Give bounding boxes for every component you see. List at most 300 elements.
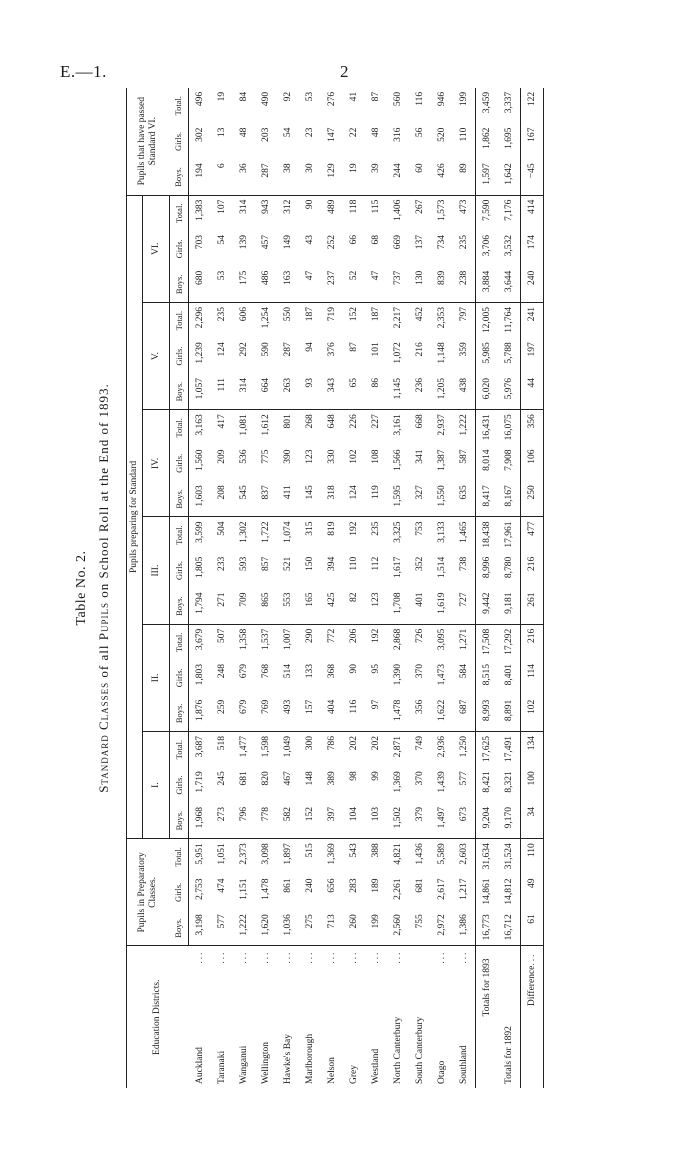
value-cell: 147	[327, 127, 337, 142]
district-name-cell	[453, 946, 476, 1088]
value-cell: 404	[321, 696, 343, 732]
value-cell: 734	[437, 234, 447, 250]
value-cell: 1,477	[239, 735, 249, 758]
value-cell: 1,566	[393, 449, 403, 471]
value-cell: 1,622	[431, 696, 453, 732]
value-cell: 738	[459, 556, 469, 571]
value-cell: 796	[233, 803, 255, 839]
value-cell: 368	[327, 663, 337, 679]
value-cell: 6,020	[476, 374, 499, 410]
header-education-districts: Education Districts.	[127, 946, 189, 1088]
value-cell: 248	[217, 663, 227, 679]
value-cell: 100	[521, 767, 544, 803]
value-cell: 44	[521, 374, 544, 410]
value-cell: 236	[409, 374, 431, 410]
value-cell: 4,821	[393, 843, 403, 865]
value-cell: 376	[327, 342, 337, 357]
value-cell: 275	[299, 910, 321, 946]
value-cell: 235	[371, 521, 381, 536]
leader-dots: ...	[349, 950, 359, 964]
value-cell: 352	[415, 556, 425, 571]
value-cell: 414	[521, 195, 544, 231]
value-cell: 584	[459, 663, 469, 679]
leader-dots: ...	[459, 950, 469, 964]
value-cell: 110	[349, 556, 359, 571]
value-cell: 1,049	[283, 735, 293, 758]
value-cell: 3,687	[195, 735, 205, 758]
value-cell: 8,891	[498, 696, 521, 732]
value-cell: 543	[349, 843, 359, 858]
value-cell: 775	[261, 449, 271, 464]
value-cell: 1,620	[255, 910, 277, 946]
value-cell: 31,524	[504, 843, 514, 870]
district-name: Totals for 1893	[482, 958, 492, 1017]
value-cell: 8,014	[476, 445, 499, 481]
value-cell: 2,871	[393, 735, 403, 758]
district-name-cell	[409, 946, 431, 1088]
value-cell: 101	[371, 342, 381, 357]
value-cell: 89	[453, 159, 476, 195]
value-cell: 110	[459, 127, 469, 142]
value-cell: 330	[327, 449, 337, 464]
value-cell: 103	[365, 803, 387, 839]
value-cell: 379	[409, 803, 431, 839]
value-cell: 507	[217, 628, 227, 643]
value-cell: 452	[415, 306, 425, 322]
value-cell: 3,459	[476, 88, 499, 124]
value-cell: 656	[327, 878, 337, 893]
value-cell: 553	[277, 588, 299, 624]
subheader-boys: Boys.	[170, 481, 189, 517]
value-cell: 839	[431, 267, 453, 303]
value-cell: 16,773	[476, 910, 499, 946]
subheader-total: Total.	[170, 517, 189, 553]
value-cell: 2,972	[431, 910, 453, 946]
value-cell: 30	[299, 159, 321, 195]
value-cell: 857	[261, 556, 271, 571]
value-cell: 681	[239, 771, 249, 786]
value-cell: 1,514	[437, 556, 447, 579]
subheader-row	[170, 88, 189, 1088]
value-cell: 679	[233, 696, 255, 732]
value-cell: 1,473	[437, 663, 447, 686]
value-cell: 300	[305, 735, 315, 751]
value-cell: 252	[327, 234, 337, 250]
value-cell: 216	[415, 342, 425, 357]
value-cell: 216	[521, 624, 544, 660]
subheader-girls: Girls.	[170, 875, 189, 911]
value-cell: 1,502	[387, 803, 409, 839]
totals-row	[476, 88, 499, 1088]
value-cell: 53	[211, 267, 233, 303]
subheader-boys: Boys.	[170, 374, 189, 410]
value-cell: 1,369	[393, 771, 403, 793]
value-cell: 749	[415, 735, 425, 751]
value-cell: 90	[305, 199, 315, 210]
value-cell: 129	[321, 159, 343, 195]
value-cell: 139	[239, 234, 249, 250]
value-cell: 93	[299, 374, 321, 410]
value-cell: 474	[217, 878, 227, 893]
leader-dots: ...	[393, 950, 403, 964]
subtitle-standard-classes: Standard Classes	[96, 681, 111, 793]
subheader-girls: Girls.	[170, 445, 189, 481]
district-name: North Canterbury	[393, 1016, 403, 1084]
subtitle-pupils: Pupils	[96, 602, 111, 641]
district-name-cell	[521, 946, 544, 1088]
district-name-cell	[255, 946, 277, 1088]
value-cell: 719	[327, 306, 337, 322]
value-cell: 148	[305, 771, 315, 786]
value-cell: 150	[305, 556, 315, 571]
leader-dots: ...	[283, 950, 293, 964]
value-cell: 1,862	[476, 124, 499, 160]
value-cell: 273	[211, 803, 233, 839]
value-cell: 192	[371, 628, 381, 643]
value-cell: 1,358	[239, 628, 249, 651]
value-cell: 648	[327, 414, 337, 429]
value-cell: 133	[305, 663, 315, 679]
value-cell: 1,145	[387, 374, 409, 410]
subheader-boys: Boys.	[170, 696, 189, 732]
subheader-girls: Girls.	[170, 660, 189, 696]
value-cell: 3,532	[504, 234, 514, 257]
subheader-boys: Boys.	[170, 588, 189, 624]
value-cell: 118	[349, 199, 359, 214]
value-cell: 174	[521, 231, 544, 267]
value-cell: 235	[217, 306, 227, 322]
value-cell: 417	[217, 414, 227, 429]
district-name-cell	[365, 946, 387, 1088]
value-cell: 1,968	[189, 803, 212, 839]
value-cell: 206	[349, 628, 359, 643]
value-cell: 23	[305, 127, 315, 138]
value-cell: 8,401	[504, 663, 514, 686]
value-cell: 1,074	[283, 521, 293, 543]
value-cell: 95	[371, 663, 381, 674]
subheader-total: Total.	[170, 88, 189, 124]
value-cell: 518	[217, 735, 227, 751]
value-cell: 3,133	[437, 521, 447, 543]
value-cell: 2,753	[195, 878, 205, 900]
header-standard-v: V.	[143, 302, 170, 409]
value-cell: 8,993	[476, 696, 499, 732]
value-cell: 737	[387, 267, 409, 303]
subheader-total: Total.	[170, 731, 189, 767]
value-cell: 1,051	[217, 843, 227, 865]
value-cell: 515	[305, 843, 315, 858]
value-cell: 8,996	[476, 553, 499, 589]
value-cell: 1,072	[393, 342, 403, 364]
value-cell: 1,148	[437, 342, 447, 364]
value-cell: 314	[239, 199, 249, 214]
value-cell: 13	[217, 127, 227, 138]
value-cell: 122	[521, 88, 544, 124]
value-cell: 19	[217, 91, 227, 102]
value-cell: 202	[371, 735, 381, 751]
value-cell: 390	[283, 449, 293, 464]
value-cell: 426	[431, 159, 453, 195]
value-cell: 318	[321, 481, 343, 517]
value-cell: 1,595	[387, 481, 409, 517]
value-cell: 14,861	[476, 875, 499, 911]
value-cell: 819	[327, 521, 337, 536]
value-cell: 5,985	[476, 338, 499, 374]
value-cell: 84	[239, 91, 249, 102]
leader-dots: ...	[371, 950, 381, 964]
value-cell: 343	[321, 374, 343, 410]
value-cell: 92	[283, 91, 293, 102]
value-cell: 39	[365, 159, 387, 195]
value-cell: 1,222	[459, 414, 469, 436]
value-cell: 124	[217, 342, 227, 357]
value-cell: 673	[453, 803, 476, 839]
value-cell: 2,296	[195, 306, 205, 329]
value-cell: 2,603	[459, 843, 469, 865]
value-cell: 12,005	[476, 302, 499, 338]
value-cell: 7,590	[476, 195, 499, 231]
value-cell: 3,679	[195, 628, 205, 651]
value-cell: 681	[415, 878, 425, 893]
value-cell: 606	[239, 306, 249, 322]
district-name: Marlborough	[305, 1033, 315, 1084]
value-cell: 202	[349, 735, 359, 751]
value-cell: 536	[239, 449, 249, 464]
district-name: Westland	[371, 1048, 381, 1084]
district-name-cell	[233, 946, 255, 1088]
value-cell: 1,573	[437, 199, 447, 221]
district-name-cell	[299, 946, 321, 1088]
table-row	[277, 88, 299, 1088]
value-cell: 87	[349, 342, 359, 352]
value-cell: 152	[349, 306, 359, 322]
value-cell: 208	[211, 481, 233, 517]
value-cell: 1,386	[453, 910, 476, 946]
leader-dots: ...	[327, 950, 337, 964]
header-standard-vi: VI.	[143, 195, 170, 302]
value-cell: 315	[305, 521, 315, 536]
subtitle-rest: on School Roll at the End of 1893.	[96, 383, 111, 603]
page-number: 2	[340, 62, 349, 81]
value-cell: 52	[343, 267, 365, 303]
value-cell: 1,695	[504, 127, 514, 149]
value-cell: 820	[261, 771, 271, 786]
value-cell: 86	[365, 374, 387, 410]
value-cell: 713	[321, 910, 343, 946]
value-cell: 292	[239, 342, 249, 357]
value-cell: 41	[349, 91, 359, 102]
value-cell: 99	[371, 771, 381, 781]
header-standard-ii: II.	[143, 624, 170, 731]
value-cell: 6	[211, 159, 233, 195]
value-cell: 192	[349, 521, 359, 536]
value-cell: 261	[521, 588, 544, 624]
value-cell: 226	[349, 414, 359, 429]
district-name: Otago	[437, 1060, 447, 1084]
value-cell: 425	[321, 588, 343, 624]
table-row	[299, 88, 321, 1088]
standard-classes-table	[126, 88, 544, 1088]
subheader-girls: Girls.	[170, 124, 189, 160]
subtitle-of-all: of all	[96, 640, 111, 682]
totals-row	[521, 88, 544, 1088]
value-cell: 47	[365, 267, 387, 303]
value-cell: 87	[371, 91, 381, 102]
value-cell: 3,325	[393, 521, 403, 543]
value-cell: 1,597	[476, 159, 499, 195]
value-cell: 94	[305, 342, 315, 352]
value-cell: 545	[233, 481, 255, 517]
value-cell: 19	[343, 159, 365, 195]
value-cell: 356	[409, 696, 431, 732]
value-cell: 356	[521, 410, 544, 446]
value-cell: 268	[305, 414, 315, 429]
value-cell: 302	[195, 127, 205, 142]
value-cell: 411	[277, 481, 299, 517]
value-cell: 241	[521, 302, 544, 338]
value-cell: 240	[521, 267, 544, 303]
value-cell: 577	[211, 910, 233, 946]
value-cell: 283	[349, 878, 359, 893]
value-cell: 473	[459, 199, 469, 214]
value-cell: 187	[305, 306, 315, 322]
value-cell: 102	[349, 449, 359, 464]
value-cell: 290	[305, 628, 315, 643]
value-cell: 593	[239, 556, 249, 571]
value-cell: 114	[521, 660, 544, 696]
value-cell: 90	[349, 663, 359, 674]
value-cell: 1,598	[261, 735, 271, 758]
value-cell: 687	[453, 696, 476, 732]
value-cell: 3,884	[476, 267, 499, 303]
value-cell: 577	[459, 771, 469, 786]
value-cell: 2,868	[393, 628, 403, 651]
table-heading	[74, 88, 112, 1088]
value-cell: 134	[521, 731, 544, 767]
value-cell: 287	[255, 159, 277, 195]
table-row	[233, 88, 255, 1088]
value-cell: 635	[453, 481, 476, 517]
value-cell: 227	[371, 414, 381, 429]
subheader-girls: Girls.	[170, 338, 189, 374]
value-cell: 53	[305, 91, 315, 102]
value-cell: 1,302	[239, 521, 249, 543]
value-cell: 394	[327, 556, 337, 571]
leader-dots: ...	[261, 950, 271, 964]
value-cell: 1,383	[195, 199, 205, 221]
table-row	[365, 88, 387, 1088]
value-cell: 2,617	[437, 878, 447, 900]
district-name: Taranaki	[217, 1050, 227, 1084]
value-cell: 48	[371, 127, 381, 138]
value-cell: 197	[521, 338, 544, 374]
subheader-total: Total.	[170, 195, 189, 231]
value-cell: 9,204	[476, 803, 499, 839]
subheader-boys: Boys.	[170, 803, 189, 839]
value-cell: 2,560	[387, 910, 409, 946]
table-subtitle	[96, 88, 112, 1088]
header-standard-iii: III.	[143, 517, 170, 624]
value-cell: 2,217	[393, 306, 403, 329]
table-row	[343, 88, 365, 1088]
value-cell: 778	[255, 803, 277, 839]
table-row	[189, 88, 212, 1088]
table-row	[409, 88, 431, 1088]
value-cell: 263	[277, 374, 299, 410]
value-cell: 194	[189, 159, 212, 195]
value-cell: 1,794	[189, 588, 212, 624]
value-cell: 753	[415, 521, 425, 536]
district-name: Wanganui	[239, 1045, 249, 1084]
value-cell: 60	[409, 159, 431, 195]
header-preparing-for-standard: Pupils preparing for Standard	[127, 195, 143, 839]
value-cell: 9,170	[498, 803, 521, 839]
table-row	[431, 88, 453, 1088]
table-row	[255, 88, 277, 1088]
table-row	[387, 88, 409, 1088]
value-cell: 48	[239, 127, 249, 138]
value-cell: 1,719	[195, 771, 205, 793]
value-cell: 209	[217, 449, 227, 464]
value-cell: 1,497	[431, 803, 453, 839]
value-cell: 14,812	[504, 878, 514, 905]
value-cell: 238	[453, 267, 476, 303]
value-cell: 267	[415, 199, 425, 214]
value-cell: 8,167	[498, 481, 521, 517]
value-cell: 111	[211, 374, 233, 410]
value-cell: 259	[211, 696, 233, 732]
value-cell: 801	[283, 414, 293, 429]
value-cell: 16,075	[504, 414, 514, 441]
district-name: Nelson	[327, 1057, 337, 1084]
value-cell: 3,599	[195, 521, 205, 543]
value-cell: 149	[283, 234, 293, 250]
value-cell: 104	[343, 803, 365, 839]
value-cell: 8,780	[504, 556, 514, 579]
value-cell: 1,537	[261, 628, 271, 651]
subheader-total: Total.	[170, 839, 189, 875]
value-cell: 946	[437, 91, 447, 107]
value-cell: 1,222	[233, 910, 255, 946]
value-cell: 107	[217, 199, 227, 214]
totals-row	[498, 88, 521, 1088]
value-cell: 54	[283, 127, 293, 138]
value-cell: 1,876	[189, 696, 212, 732]
value-cell: 8,417	[476, 481, 499, 517]
header-standard-i: I.	[143, 731, 170, 838]
table-title: Table No. 2.	[74, 550, 89, 626]
value-cell: 3,198	[189, 910, 212, 946]
header-passed-standard-vi: Pupils that have passed Standard VI.	[127, 88, 170, 195]
value-cell: 11,764	[504, 306, 514, 333]
value-cell: 514	[283, 663, 293, 679]
value-cell: 237	[321, 267, 343, 303]
district-name-cell	[189, 946, 212, 1088]
value-cell: 769	[255, 696, 277, 732]
value-cell: 16,712	[498, 910, 521, 946]
value-cell: 669	[393, 234, 403, 250]
value-cell: 8,421	[476, 767, 499, 803]
leader-dots: ...	[194, 950, 205, 964]
value-cell: 457	[261, 234, 271, 250]
value-cell: 16,431	[476, 410, 499, 446]
value-cell: 49	[521, 875, 544, 911]
district-name: South Canterbury	[415, 1016, 425, 1084]
value-cell: 486	[255, 267, 277, 303]
value-cell: 199	[459, 91, 469, 107]
value-cell: 175	[233, 267, 255, 303]
page-header	[0, 0, 700, 80]
